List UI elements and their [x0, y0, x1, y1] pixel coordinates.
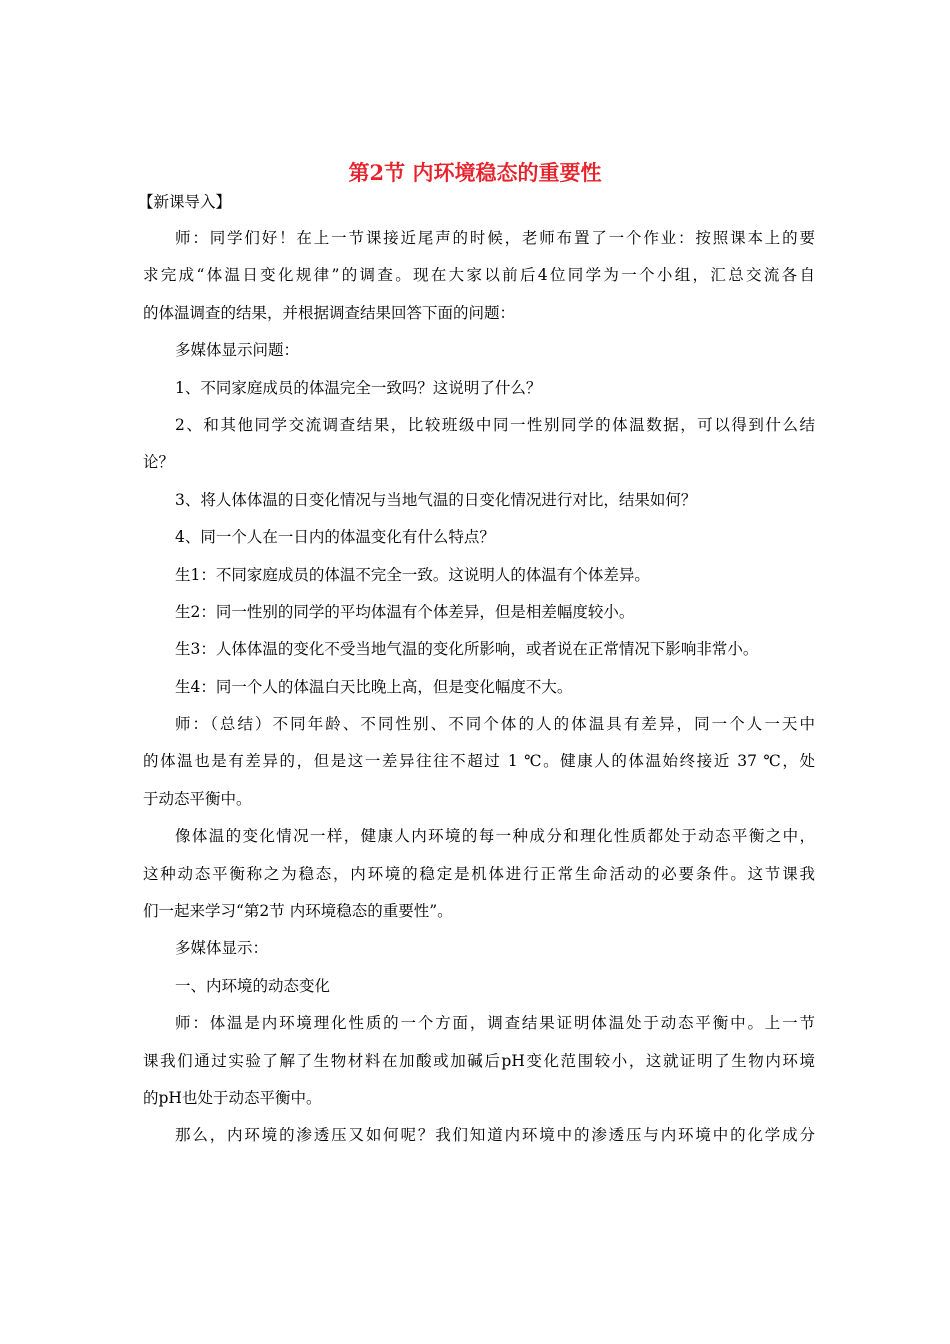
paragraph-line: 师：同学们好！在上一节课接近尾声的时候，老师布置了一个作业：按照课本上的要	[175, 229, 815, 247]
body-text	[143, 220, 815, 1155]
paragraph-line: 一、内环境的动态变化	[175, 976, 331, 995]
paragraph-line: 论？	[143, 453, 175, 472]
paragraph-line: 师：体温是内环境理化性质的一个方面，调查结果证明体温处于动态平衡中。上一节	[175, 1014, 815, 1033]
paragraph-line: 师：（总结）不同年龄、不同性别、不同个体的人的体温具有差异，同一个人一天中	[175, 715, 815, 734]
paragraph-line: 的pH也处于动态平衡中。	[143, 1088, 322, 1107]
paragraph-line: 们一起来学习“第2节 内环境稳态的重要性”。	[143, 902, 453, 921]
paragraph-line: 于动态平衡中。	[143, 789, 252, 808]
paragraph-line: 像体温的变化情况一样，健康人内环境的每一种成分和理化性质都处于动态平衡之中，	[175, 827, 815, 846]
paragraph-line: 这种动态平衡称之为稳态，内环境的稳定是机体进行正常生命活动的必要条件。这节课我	[143, 864, 815, 883]
paragraph-line: 的体温也是有差异的，但是这一差异往往不超过 1 ℃。健康人的体温始终接近 37 ℃，处	[143, 752, 815, 771]
paragraph-line: 3、将人体体温的日变化情况与当地气温的日变化情况进行对比，结果如何？	[175, 490, 697, 509]
page-title: 第2节 内环境稳态的重要性	[348, 160, 602, 185]
paragraph-line: 生2：同一性别的同学的平均体温有个体差异，但是相差幅度较小。	[175, 602, 635, 621]
paragraph-line: 2、和其他同学交流调查结果，比较班级中同一性别同学的体温数据，可以得到什么结	[175, 415, 815, 434]
paragraph-line: 生3：人体体温的变化不受当地气温的变化所影响，或者说在正常情况下影响非常小。	[175, 640, 759, 659]
paragraph-line: 生4：同一个人的体温白天比晚上高，但是变化幅度不大。	[175, 677, 573, 696]
paragraph-line: 那么，内环境的渗透压又如何呢？我们知道内环境中的渗透压与内环境中的化学成分	[175, 1126, 815, 1145]
paragraph-line: 4、同一个人在一日内的体温变化有什么特点？	[175, 528, 495, 547]
paragraph-line: 的体温调查的结果，并根据调查结果回答下面的问题：	[143, 303, 516, 322]
paragraph-line: 生1：不同家庭成员的体温不完全一致。这说明人的体温有个体差异。	[175, 565, 650, 584]
paragraph-line: 1、不同家庭成员的体温完全一致吗？这说明了什么？	[175, 378, 542, 397]
paragraph-line: 课我们通过实验了解了生物材料在加酸或加碱后pH变化范围较小，这就证明了生物内环境	[143, 1051, 815, 1070]
paragraph-line: 求完成“体温日变化规律”的调查。现在大家以前后4位同学为一个小组，汇总交流各自	[143, 266, 815, 285]
paragraph-line: 多媒体显示：	[175, 939, 269, 958]
section-heading: 【新课导入】	[138, 193, 232, 211]
paragraph-line: 多媒体显示问题：	[175, 341, 300, 360]
